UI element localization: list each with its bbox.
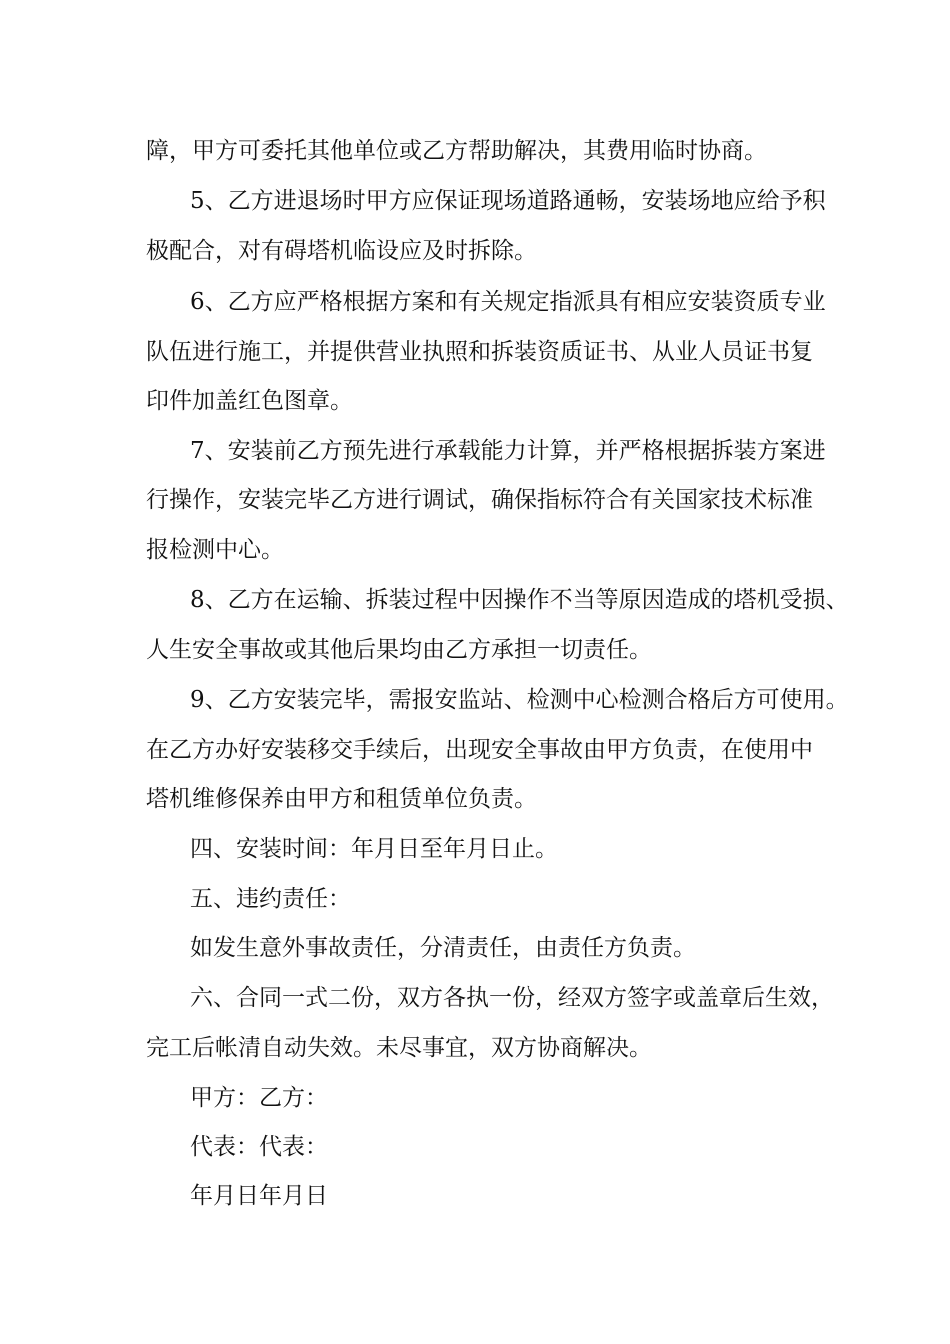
text-line: 代表：代表： <box>190 1134 328 1160</box>
text-line: 四、安装时间：年月日至年月日止。 <box>190 836 558 862</box>
text-line: 队伍进行施工，并提供营业执照和拆装资质证书、从业人员证书复 <box>146 339 813 365</box>
text-line: 7、安装前乙方预先进行承载能力计算，并严格根据拆装方案进 <box>190 438 826 464</box>
text-line: 在乙方办好安装移交手续后，出现安全事故由甲方负责，在使用中 <box>146 737 813 763</box>
text-line: 极配合，对有碍塔机临设应及时拆除。 <box>146 238 537 264</box>
text-line: 6、乙方应严格根据方案和有关规定指派具有相应安装资质专业 <box>190 289 826 315</box>
text-line: 行操作，安装完毕乙方进行调试，确保指标符合有关国家技术标准 <box>146 487 813 513</box>
text-line: 人生安全事故或其他后果均由乙方承担一切责任。 <box>146 637 652 663</box>
text-line: 如发生意外事故责任，分清责任，由责任方负责。 <box>190 935 696 961</box>
text-line: 塔机维修保养由甲方和租赁单位负责。 <box>146 786 537 812</box>
text-line: 完工后帐清自动失效。未尽事宜，双方协商解决。 <box>146 1035 652 1061</box>
text-line: 年月日年月日 <box>190 1183 328 1209</box>
text-line: 8、乙方在运输、拆装过程中因操作不当等原因造成的塔机受损、 <box>190 587 849 613</box>
text-line: 9、乙方安装完毕，需报安监站、检测中心检测合格后方可使用。 <box>190 687 849 713</box>
text-line: 报检测中心。 <box>146 537 284 563</box>
text-line: 甲方：乙方： <box>190 1085 328 1111</box>
text-line: 六、合同一式二份，双方各执一份，经双方签字或盖章后生效， <box>190 985 834 1011</box>
text-line: 五、违约责任： <box>190 886 351 912</box>
text-line: 5、乙方进退场时甲方应保证现场道路通畅，安装场地应给予积 <box>190 188 826 214</box>
text-line: 障，甲方可委托其他单位或乙方帮助解决，其费用临时协商。 <box>146 138 767 164</box>
text-line: 印件加盖红色图章。 <box>146 388 353 414</box>
